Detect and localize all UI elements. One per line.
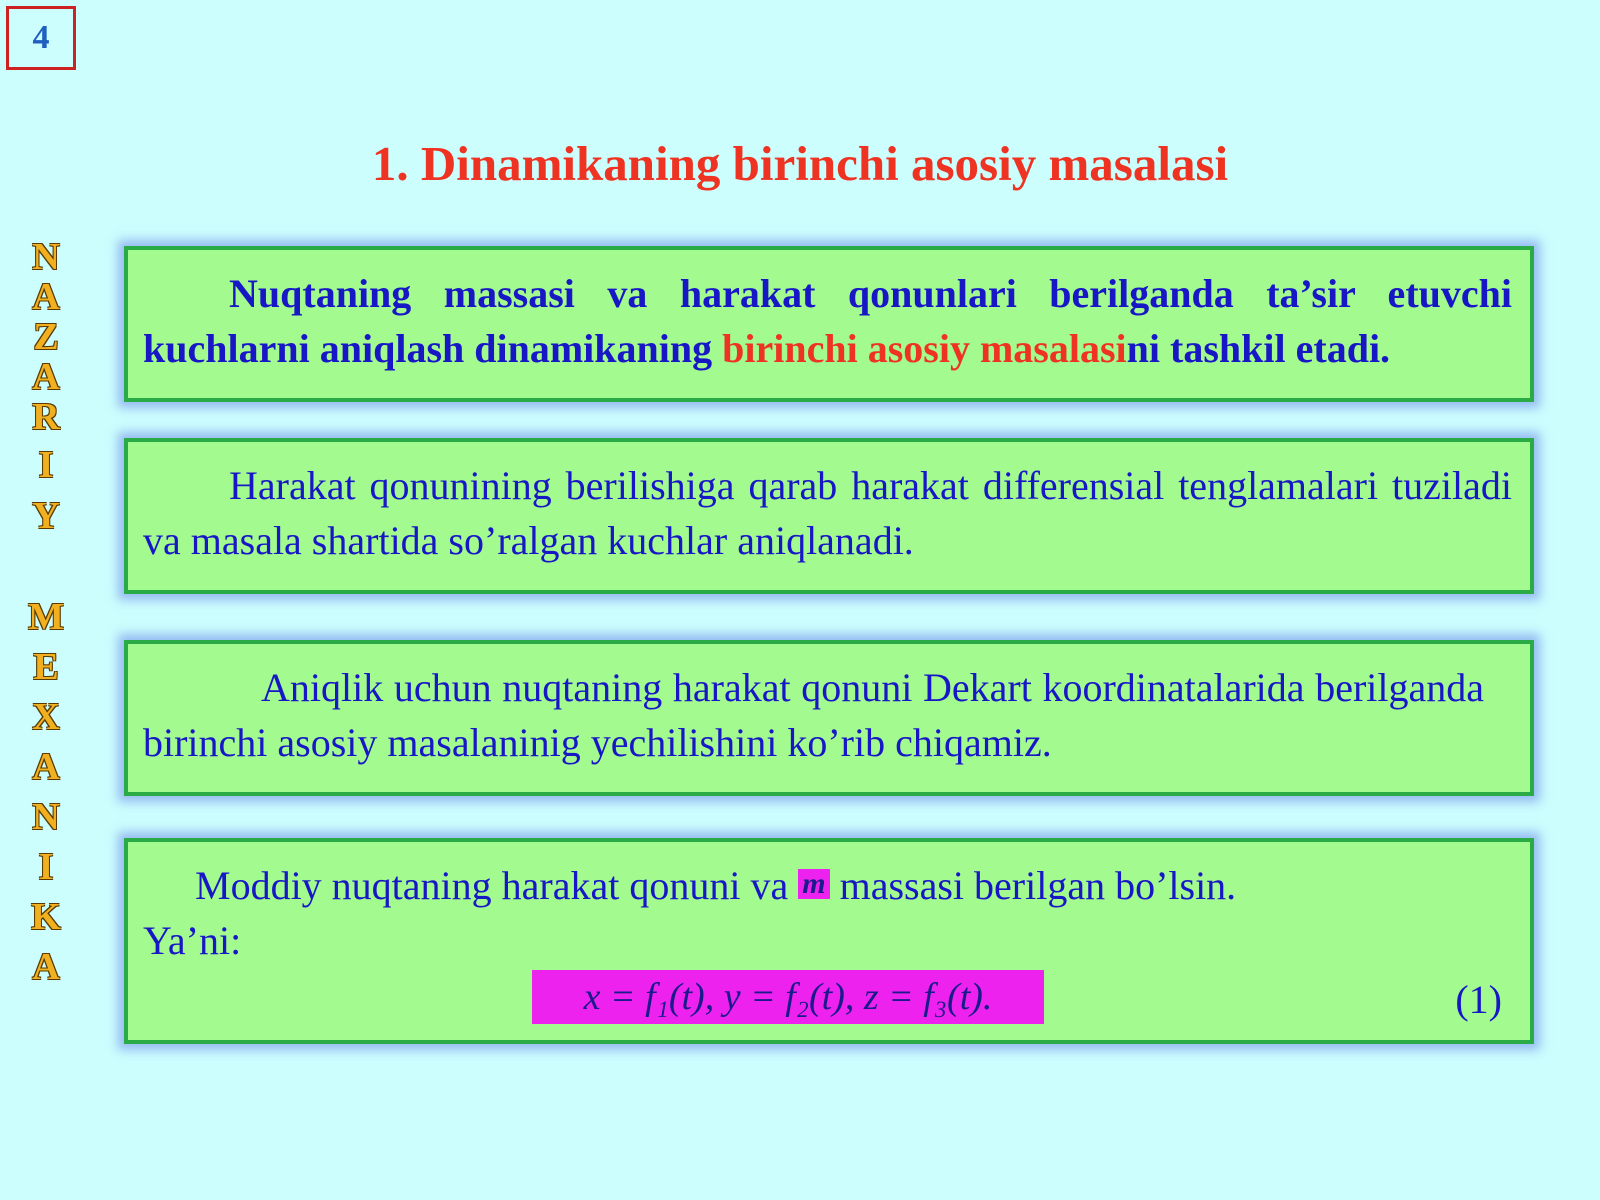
- sidebar-letter: K: [31, 896, 61, 938]
- sidebar-letter: I: [38, 846, 54, 888]
- sidebar-letter: E: [33, 646, 59, 688]
- sidebar-letter: A: [32, 746, 60, 788]
- definition-text-end: ni tashkil etadi.: [1126, 326, 1391, 371]
- sidebar-letter: A: [32, 946, 60, 988]
- sidebar-letter: A: [32, 356, 60, 398]
- law-line2: Ya’ni:: [143, 918, 242, 963]
- sidebar-letter: N: [32, 236, 60, 278]
- sidebar-letter: A: [32, 276, 60, 318]
- info-box-equations: [124, 438, 1534, 594]
- info-text: Aniqlik uchun nuqtaning harakat qonuni Dekart koordinatalarida berilganda birinchi asosiy masalaninig yechilishini ko’rib chiqamiz.: [143, 665, 1484, 765]
- equation-number: (1): [1455, 977, 1502, 1022]
- sidebar-letter: M: [28, 596, 64, 638]
- page-number: 4: [6, 6, 76, 70]
- info-box-cartesian: [124, 640, 1534, 796]
- law-of-motion-box: [124, 838, 1534, 1044]
- definition-highlight: birinchi asosiy masalasi: [722, 326, 1127, 371]
- slide-title: 1. Dinamikaning birinchi asosiy masalasi: [371, 136, 1229, 191]
- mass-symbol: m: [798, 869, 829, 899]
- sidebar-letter: X: [32, 696, 60, 738]
- info-text: Harakat qonunining berilishiga qarab harakat differensial tenglamalari tuziladi va masala shartida so’ralgan kuchlar aniqlanadi.: [143, 463, 1512, 563]
- sidebar-letter: Y: [32, 495, 60, 537]
- motion-law-formula: x = f₁(t), y = f₂(t), z = f₃(t).: [532, 970, 1044, 1024]
- sidebar-letter: I: [38, 444, 54, 486]
- definition-box: [124, 246, 1534, 402]
- law-text-end: massasi berilgan bo’lsin.: [839, 863, 1237, 908]
- sidebar-letter: R: [32, 396, 60, 438]
- definition-text: Nuqtaning massasi va harakat qonunlari berilganda ta’sir etuvchi kuchlarni aniqlash dinamikaning: [143, 271, 1512, 371]
- sidebar-letter: N: [32, 796, 60, 838]
- sidebar-letter: Z: [33, 316, 59, 358]
- law-text: Moddiy nuqtaning harakat qonuni va: [195, 863, 789, 908]
